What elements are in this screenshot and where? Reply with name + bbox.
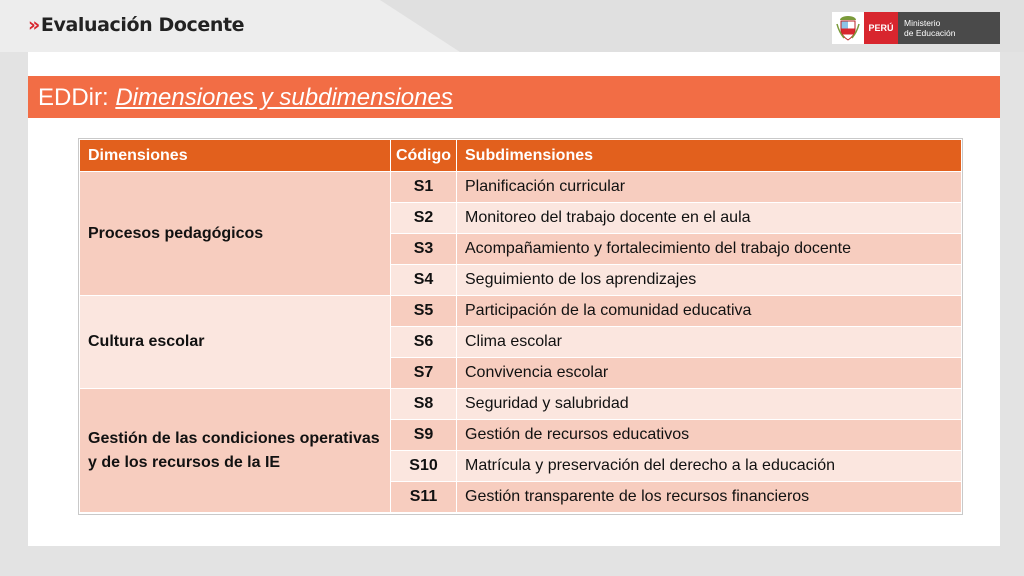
table-row bbox=[80, 172, 962, 203]
subdimension-cell: Gestión transparente de los recursos financieros bbox=[457, 482, 962, 513]
subdimension-cell: Participación de la comunidad educativa bbox=[457, 296, 962, 327]
code-cell: S4 bbox=[391, 265, 457, 296]
code-cell: S1 bbox=[391, 172, 457, 203]
dimensions-table bbox=[79, 139, 962, 513]
brand-text: Evaluación Docente bbox=[40, 14, 245, 36]
dimension-cell: Gestión de las condiciones operativas y de los recursos de la IE bbox=[80, 389, 391, 513]
code-cell: S8 bbox=[391, 389, 457, 420]
brand-chevron-icon: » bbox=[28, 14, 40, 36]
coat-of-arms-icon bbox=[832, 12, 864, 44]
top-bar bbox=[0, 0, 1024, 52]
table-header-row bbox=[80, 140, 962, 172]
subdimension-cell: Seguridad y salubridad bbox=[457, 389, 962, 420]
table-body bbox=[80, 172, 962, 513]
code-cell: S5 bbox=[391, 296, 457, 327]
subdimension-cell: Matrícula y preservación del derecho a la educación bbox=[457, 451, 962, 482]
dimension-cell: Procesos pedagógicos bbox=[80, 172, 391, 296]
brand-title bbox=[28, 14, 244, 36]
code-cell: S9 bbox=[391, 420, 457, 451]
slide-title-prefix: EDDir: bbox=[38, 84, 116, 111]
code-cell: S11 bbox=[391, 482, 457, 513]
table-row bbox=[80, 296, 962, 327]
slide-title-bar bbox=[28, 76, 1000, 118]
subdimension-cell: Monitoreo del trabajo docente en el aula bbox=[457, 203, 962, 234]
subdimension-cell: Acompañamiento y fortalecimiento del trabajo docente bbox=[457, 234, 962, 265]
logo-ministry-line2: de Educación bbox=[904, 28, 956, 38]
code-cell: S6 bbox=[391, 327, 457, 358]
subdimension-cell: Planificación curricular bbox=[457, 172, 962, 203]
dimension-cell: Cultura escolar bbox=[80, 296, 391, 389]
logo-ministry-line1: Ministerio bbox=[904, 18, 941, 28]
subdimension-cell: Convivencia escolar bbox=[457, 358, 962, 389]
table-row bbox=[80, 389, 962, 420]
logo-peru-label: PERÚ bbox=[864, 12, 898, 44]
subdimension-cell: Seguimiento de los aprendizajes bbox=[457, 265, 962, 296]
subdimension-cell: Clima escolar bbox=[457, 327, 962, 358]
ministry-logo bbox=[832, 12, 1000, 44]
header-code: Código bbox=[391, 140, 457, 172]
header-subdimensions: Subdimensiones bbox=[457, 140, 962, 172]
code-cell: S2 bbox=[391, 203, 457, 234]
code-cell: S3 bbox=[391, 234, 457, 265]
code-cell: S7 bbox=[391, 358, 457, 389]
slide-title bbox=[38, 84, 453, 112]
header-dimensions: Dimensiones bbox=[80, 140, 391, 172]
slide-title-subject: Dimensiones y subdimensiones bbox=[115, 84, 453, 111]
code-cell: S10 bbox=[391, 451, 457, 482]
subdimension-cell: Gestión de recursos educativos bbox=[457, 420, 962, 451]
logo-ministry-label bbox=[898, 12, 1000, 44]
